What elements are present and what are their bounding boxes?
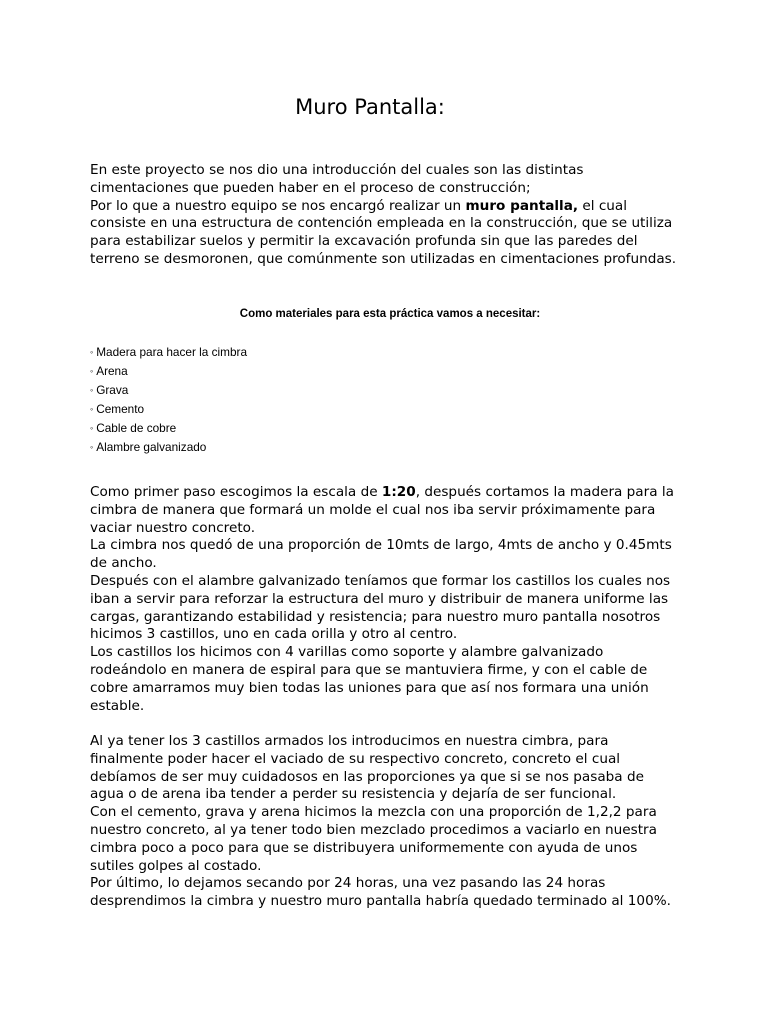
list-item-label: Cemento — [96, 401, 145, 416]
bullet-icon: ◦ — [90, 422, 94, 433]
intro-text-after: el cual consiste en una estructura de contención empleada en la construcción, que se utiliza para estabilizar suelos y permitir la excavación profunda sin que las paredes del terreno se desmoronen, que comúnmente son utilizadas en cimentaciones profundas. — [90, 197, 677, 267]
procedure-paragraph-5: Al ya tener los 3 castillos armados los introducimos en nuestra cimbra, para finalmente poder hacer el vaciado de su respectivo concreto, concreto el cual debíamos de ser muy cuidadosos en las proporciones ya que si se nos pasaba de agua o de arena iba tender a perder su resistencia y dejaría de ser funcional. — [90, 733, 644, 803]
bullet-icon: ◦ — [90, 441, 94, 452]
procedure-paragraph-6: Con el cemento, grava y arena hicimos la mezcla con una proporción de 1,2,2 para nuestro concreto, al ya tener todo bien mezclado procedimos a vaciarlo en nuestra cimbra poco a poco para que se distribuyera uniformemente con ayuda de unos sutiles golpes al costado. — [90, 804, 657, 874]
list-item-label: Alambre galvanizado — [96, 439, 207, 454]
list-item — [90, 343, 247, 362]
materials-heading: Como materiales para esta práctica vamos a necesitar: — [239, 308, 541, 320]
procedure-paragraph-2: La cimbra nos quedó de una proporción de 10mts de largo, 4mts de ancho y 0.45mts de ancho. — [90, 537, 672, 572]
list-item-label: Grava — [96, 382, 129, 397]
list-item-label: Madera para hacer la cimbra — [96, 345, 248, 359]
intro-bold-term: muro pantalla, — [465, 197, 579, 214]
list-item — [90, 362, 247, 381]
list-item-label: Cable de cobre — [96, 420, 177, 435]
procedure-paragraph-3: Después con el alambre galvanizado teníamos que formar los castillos los cuales nos iban a servir para reforzar la estructura del muro y distribuir de manera uniforme las cargas, garantizando estabilidad y resistencia; para nuestro muro pantalla nosotros hicimos 3 castillos, uno en cada orilla y otro al centro. — [90, 572, 671, 643]
materials-list — [90, 343, 247, 456]
bullet-icon: ◦ — [90, 403, 94, 414]
intro-text-before: Por lo que a nuestro equipo se nos encargó realizar un — [90, 197, 466, 214]
list-item — [90, 400, 247, 419]
procedure-section-2 — [90, 733, 680, 911]
list-item — [90, 419, 247, 438]
procedure-paragraph-4: Los castillos los hicimos con 4 varillas como soporte y alambre galvanizado rodeándolo en manera de espiral para que se mantuviera firme, y con el cable de cobre amarramos muy bien todas las uniones para que así nos formara una unión estable. — [90, 644, 649, 714]
intro-paragraph-1: En este proyecto se nos dio una introducción del cuales son las distintas cimentaciones que pueden haber en el proceso de construcción; — [90, 162, 584, 196]
intro-paragraph-2 — [90, 198, 680, 269]
bullet-icon: ◦ — [90, 365, 94, 376]
procedure-text-after: , después cortamos la madera para la cimbra de manera que formará un molde el cual nos iba servir próximamente para vaciar nuestro concreto. — [90, 484, 674, 536]
intro-section — [90, 162, 680, 269]
list-item-label: Arena — [96, 363, 128, 378]
list-item — [90, 381, 247, 400]
list-item — [90, 438, 247, 457]
scale-value: 1:20 — [381, 484, 416, 500]
procedure-section-1 — [90, 484, 680, 715]
procedure-paragraph-7: Por último, lo dejamos secando por 24 horas, una vez pasando las 24 horas desprendimos la cimbra y nuestro muro pantalla habría quedado terminado al 100%. — [90, 875, 671, 910]
page-title: Muro Pantalla: — [295, 95, 445, 119]
procedure-text-before: Como primer paso escogimos la escala de — [90, 484, 382, 500]
bullet-icon: ◦ — [90, 347, 94, 357]
procedure-paragraph-1 — [90, 484, 680, 537]
bullet-icon: ◦ — [90, 384, 94, 395]
